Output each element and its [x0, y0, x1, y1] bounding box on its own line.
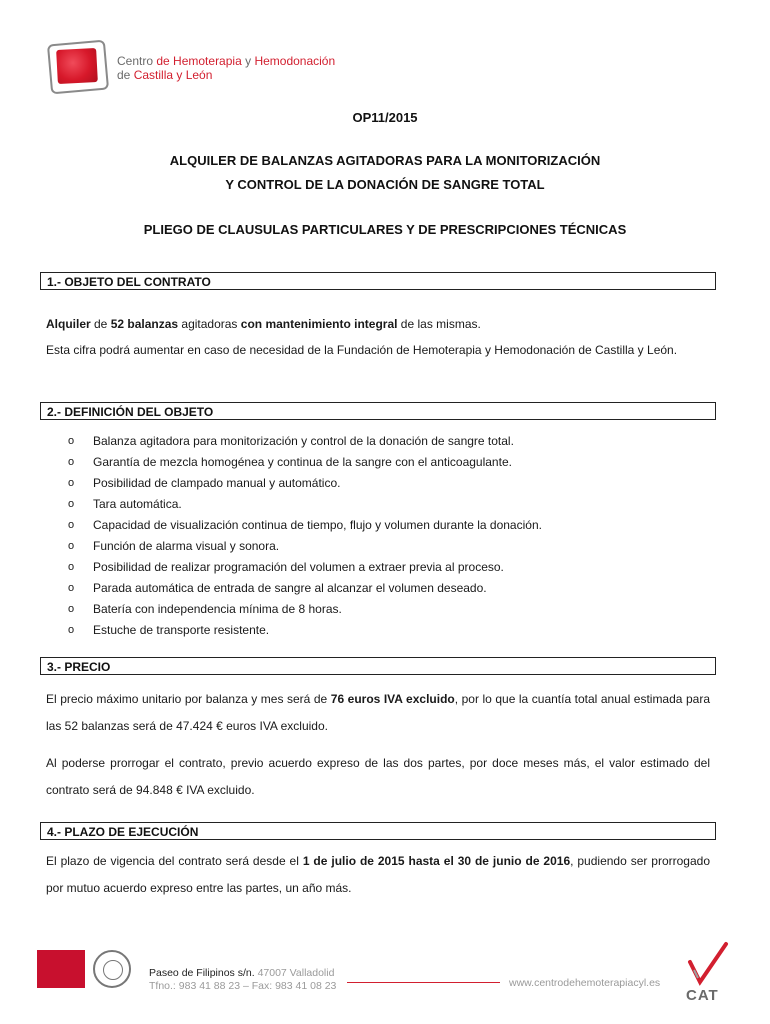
section-1-paragraph-2: Esta cifra podrá aumentar en caso de necesidad de la Fundación de Hemoterapia y Hemodonación de Castilla y León.: [46, 343, 678, 357]
logo-mark-icon: [47, 42, 107, 92]
list-item: o Garantía de mezcla homogénea y continua de la sangre con el anticoagulante.: [68, 455, 512, 469]
document-subtitle: PLIEGO DE CLAUSULAS PARTICULARES Y DE PRESCRIPCIONES TÉCNICAS: [143, 222, 627, 237]
document-title-line2: Y CONTROL DE LA DONACIÓN DE SANGRE TOTAL: [225, 177, 545, 192]
list-item: o Tara automática.: [68, 497, 182, 511]
logo-word-hemoterapia: Hemoterapia: [173, 54, 246, 68]
certification-seal-red-icon: [37, 950, 85, 988]
list-item: o Batería con independencia mínima de 8 horas.: [68, 602, 342, 616]
document-code: OP11/2015: [352, 110, 418, 125]
logo-text: [117, 54, 335, 82]
logo-word-castilla: Castilla y León: [133, 68, 213, 82]
list-item: o Balanza agitadora para monitorización y control de la donación de sangre total.: [68, 434, 514, 448]
section-3-paragraph-2: Al poderse prorrogar el contrato, previo acuerdo expreso de las dos partes, por doce meses más, el valor estimado del contrato será de 94.848 € IVA excluido.: [46, 756, 710, 797]
list-item: o Capacidad de visualización continua de tiempo, flujo y volumen durante la donación.: [68, 518, 542, 532]
footer-address: Paseo de Filipinos s/n. 47007 Valladolid Tfno.: 983 41 88 23 – Fax: 983 41 08 23: [149, 967, 337, 992]
list-item: o Función de alarma visual y sonora.: [68, 539, 280, 553]
logo-word-y: y: [245, 54, 255, 68]
footer-phone: Tfno.: 983 41 88 23 – Fax: 983 41 08 23: [149, 980, 337, 992]
section-4-header: 4.- PLAZO DE EJECUCIÓN: [40, 822, 716, 840]
list-item: o Posibilidad de realizar programación del volumen a extraer previa al proceso.: [68, 560, 504, 574]
logo-word-centro: Centro: [117, 54, 157, 68]
center-logo: [47, 42, 335, 92]
section-4-paragraph-1: El plazo de vigencia del contrato será desde el 1 de julio de 2015 hasta el 30 de junio de 2016, pudiendo ser prorrogado por mutuo acuerdo expreso entre las partes, un año más.: [46, 854, 710, 895]
section-3-paragraph-1: El precio máximo unitario por balanza y mes será de 76 euros IVA excluido, por lo que la cuantía total anual estimada para las 52 balanzas será de 47.424 € euros IVA excluido.: [46, 692, 711, 733]
cat-logo-text: CAT: [686, 987, 719, 1004]
section-1-header: 1.- OBJETO DEL CONTRATO: [40, 272, 716, 290]
section-3-header: 3.- PRECIO: [40, 657, 716, 675]
footer-website: www.centrodehemoterapiacyl.es: [509, 977, 661, 989]
logo-word-hemodonacion: Hemodonación: [254, 54, 336, 68]
section-1-paragraph-1: Alquiler de 52 balanzas agitadoras con mantenimiento integral de las mismas.: [46, 317, 481, 331]
list-item: o Estuche de transporte resistente.: [68, 623, 270, 637]
certification-seal-round-icon: [93, 950, 131, 988]
definition-list: [68, 431, 542, 641]
list-item: o Parada automática de entrada de sangre al alcanzar el volumen deseado.: [68, 581, 487, 595]
document-title-line1: ALQUILER DE BALANZAS AGITADORAS PARA LA MONITORIZACIÓN: [169, 153, 601, 168]
logo-word-de2: de: [117, 68, 134, 82]
logo-word-de: de: [156, 54, 174, 68]
section-2-header: 2.- DEFINICIÓN DEL OBJETO: [40, 402, 716, 420]
certification-logos: [37, 950, 131, 988]
list-item: o Posibilidad de clampado manual y automático.: [68, 476, 341, 490]
footer-divider: [347, 982, 500, 983]
